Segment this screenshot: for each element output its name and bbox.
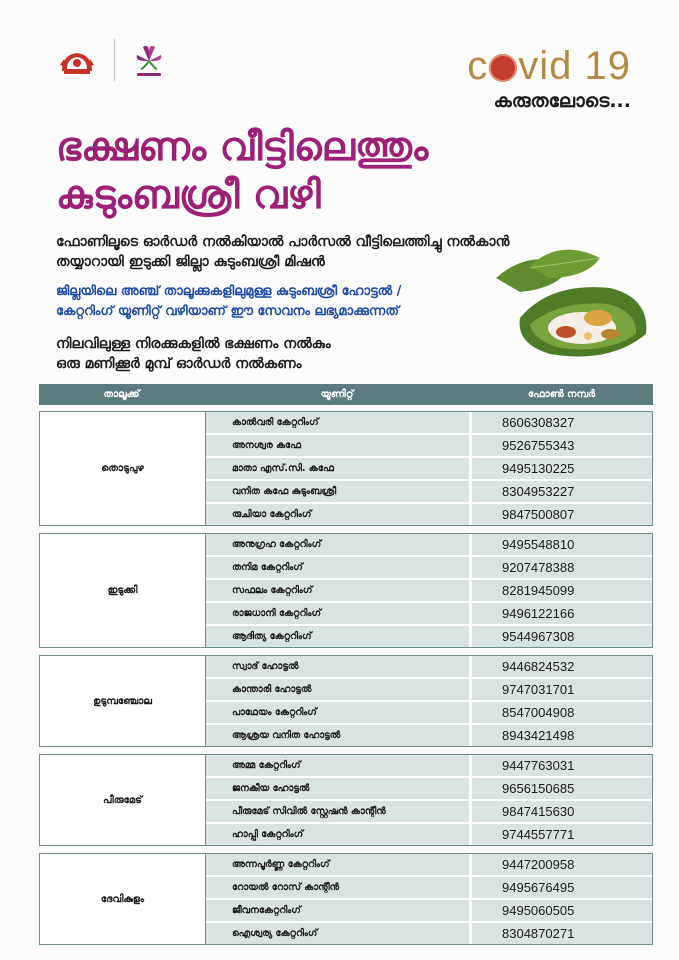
phone-number[interactable]: 9544967308 bbox=[472, 626, 652, 647]
phone-number[interactable]: 9495676495 bbox=[472, 877, 652, 898]
phone-number[interactable]: 9847500807 bbox=[472, 504, 652, 525]
table-row bbox=[206, 603, 652, 626]
table-row bbox=[206, 458, 652, 481]
unit-name: ഹാപ്പി കേറ്ററിംഗ് bbox=[206, 824, 472, 845]
unit-name: കാന്താരി ഹോട്ടൽ bbox=[206, 679, 472, 700]
covid-title-pre: c bbox=[467, 44, 489, 88]
taluk-group-devikulam bbox=[39, 853, 653, 945]
unit-name: കാൽവരി കേറ്ററിംഗ് bbox=[206, 412, 472, 433]
phone-number[interactable]: 9495130225 bbox=[472, 458, 652, 479]
service-note bbox=[56, 282, 476, 322]
table-row bbox=[206, 481, 652, 504]
table-row bbox=[206, 679, 652, 702]
table-row bbox=[206, 412, 652, 435]
unit-name: പാഥേയം കേറ്ററിംഗ് bbox=[206, 702, 472, 723]
covid-subtitle: കരുതലോടെ... bbox=[493, 90, 631, 112]
phone-number[interactable]: 8547004908 bbox=[472, 702, 652, 723]
headline-line-2: കുടുംബശ്രീ വഴി bbox=[56, 173, 321, 218]
taluk-group-idukki bbox=[39, 533, 653, 648]
header-phone: ഫോൺ നമ്പർ bbox=[527, 389, 596, 400]
table-header bbox=[39, 384, 653, 405]
table-row bbox=[206, 824, 652, 845]
logo-bar bbox=[58, 40, 169, 80]
phone-number[interactable]: 9495548810 bbox=[472, 534, 652, 555]
phone-number[interactable]: 9447200958 bbox=[472, 854, 652, 875]
unit-name: ജീവനകേറ്ററിംഗ് bbox=[206, 900, 472, 921]
table-row bbox=[206, 725, 652, 746]
banana-leaf-meal-image bbox=[490, 238, 652, 366]
unit-name: അനുഗ്രഹ കേറ്ററിംഗ് bbox=[206, 534, 472, 555]
phone-number[interactable]: 9207478388 bbox=[472, 557, 652, 578]
phone-number[interactable]: 8606308327 bbox=[472, 412, 652, 433]
coronavirus-icon bbox=[489, 54, 517, 82]
service-note-line-2: കേറ്ററിംഗ് യൂണിറ്റ് വഴിയാണ് ഈ സേവനം ലഭ്യമാക്കുന്നത് bbox=[56, 304, 399, 319]
table-row bbox=[206, 435, 652, 458]
unit-name: ജനകീയ ഹോട്ടൽ bbox=[206, 778, 472, 799]
unit-name: അനശ്വര കഫേ bbox=[206, 435, 472, 456]
intro-line-1: ഫോണിലൂടെ ഓർഡർ നൽകിയാൽ പാർസൽ വീട്ടിലെത്തിച്ചു നൽകാൻ bbox=[56, 234, 510, 250]
table-row bbox=[206, 900, 652, 923]
taluk-group-peermade bbox=[39, 754, 653, 846]
phone-number[interactable]: 9496122166 bbox=[472, 603, 652, 624]
table-row bbox=[206, 702, 652, 725]
taluk-name: ഉടുമ്പഞ്ചോല bbox=[40, 656, 206, 746]
unit-name: ആദിത്യ കേറ്ററിംഗ് bbox=[206, 626, 472, 647]
taluk-group-udumbanchola bbox=[39, 655, 653, 747]
kudumbashree-logo-icon bbox=[129, 39, 169, 81]
taluk-group-thodupuzha bbox=[39, 411, 653, 526]
table-row bbox=[206, 923, 652, 944]
unit-name: പീരുമേട് സിവിൽ സ്റ്റേഷൻ കാന്റീൻ bbox=[206, 801, 472, 822]
intro-paragraph bbox=[56, 232, 556, 272]
unit-table bbox=[39, 384, 653, 952]
table-row bbox=[206, 656, 652, 679]
covid-banner bbox=[467, 46, 631, 112]
unit-name: അന്നപൂർണ്ണ കേറ്ററിംഗ് bbox=[206, 854, 472, 875]
kerala-emblem-icon bbox=[58, 45, 96, 75]
header-taluk: താലൂക്ക് bbox=[103, 389, 140, 400]
phone-number[interactable]: 9847415630 bbox=[472, 801, 652, 822]
unit-name: രാജധാനി കേറ്ററിംഗ് bbox=[206, 603, 472, 624]
phone-number[interactable]: 8281945099 bbox=[472, 580, 652, 601]
table-row bbox=[206, 557, 652, 580]
table-row bbox=[206, 626, 652, 647]
table-row bbox=[206, 778, 652, 801]
intro-line-2: തയ്യാറായി ഇടുക്കി ജില്ലാ കുടുംബശ്രീ മിഷൻ bbox=[56, 254, 325, 270]
phone-number[interactable]: 8304953227 bbox=[472, 481, 652, 502]
phone-number[interactable]: 9446824532 bbox=[472, 656, 652, 677]
unit-name: സ്വാദ് ഹോട്ടൽ bbox=[206, 656, 472, 677]
unit-name: മാതാ എസ്.സി. കഫേ bbox=[206, 458, 472, 479]
service-note-line-1: ജില്ലയിലെ അഞ്ച് താലൂക്കുകളിലുമുള്ള കുടുംബശ്രീ ഹോട്ടൽ / bbox=[56, 284, 402, 299]
phone-number[interactable]: 8943421498 bbox=[472, 725, 652, 746]
headline bbox=[56, 124, 556, 220]
unit-name: ആശ്രയ വനിത ഹോട്ടൽ bbox=[206, 725, 472, 746]
table-row bbox=[206, 854, 652, 877]
logo-divider bbox=[114, 39, 115, 81]
order-note-line-2: ഒരു മണിക്കൂർ മുമ്പ് ഓർഡർ നൽകണം bbox=[56, 356, 302, 372]
table-row bbox=[206, 534, 652, 557]
phone-number[interactable]: 8304870271 bbox=[472, 923, 652, 944]
table-row bbox=[206, 580, 652, 603]
phone-number[interactable]: 9526755343 bbox=[472, 435, 652, 456]
unit-name: ഐശ്വര്യ കേറ്ററിംഗ് bbox=[206, 923, 472, 944]
covid-title-post: vid 19 bbox=[518, 44, 631, 88]
phone-number[interactable]: 9495060505 bbox=[472, 900, 652, 921]
taluk-name: ദേവികുളം bbox=[40, 854, 206, 944]
order-note bbox=[56, 334, 476, 374]
phone-number[interactable]: 9744557771 bbox=[472, 824, 652, 845]
header-unit: യൂണിറ്റ് bbox=[320, 389, 354, 400]
unit-name: വനിത കഫേ കുടുംബശ്രീ bbox=[206, 481, 472, 502]
phone-number[interactable]: 9656150685 bbox=[472, 778, 652, 799]
table-row bbox=[206, 801, 652, 824]
table-row bbox=[206, 877, 652, 900]
unit-name: സഫലം കേറ്ററിംഗ് bbox=[206, 580, 472, 601]
covid-title bbox=[467, 46, 631, 86]
phone-number[interactable]: 9447763031 bbox=[472, 755, 652, 776]
order-note-line-1: നിലവിലുള്ള നിരക്കുകളിൽ ഭക്ഷണം നൽകും bbox=[56, 336, 331, 352]
taluk-name: പീരുമേട് bbox=[40, 755, 206, 845]
unit-name: രുചിയാ കേറ്ററിംഗ് bbox=[206, 504, 472, 525]
unit-name: തനിമ കേറ്ററിംഗ് bbox=[206, 557, 472, 578]
table-row bbox=[206, 755, 652, 778]
unit-name: അമ്മ കേറ്ററിംഗ് bbox=[206, 755, 472, 776]
taluk-name: ഇടുക്കി bbox=[40, 534, 206, 647]
phone-number[interactable]: 9747031701 bbox=[472, 679, 652, 700]
unit-name: റോയൽ റോസ് കാന്റീൻ bbox=[206, 877, 472, 898]
taluk-name: തൊടുപുഴ bbox=[40, 412, 206, 525]
headline-line-1: ഭക്ഷണം വീട്ടിലെത്തും bbox=[56, 125, 429, 170]
table-row bbox=[206, 504, 652, 525]
